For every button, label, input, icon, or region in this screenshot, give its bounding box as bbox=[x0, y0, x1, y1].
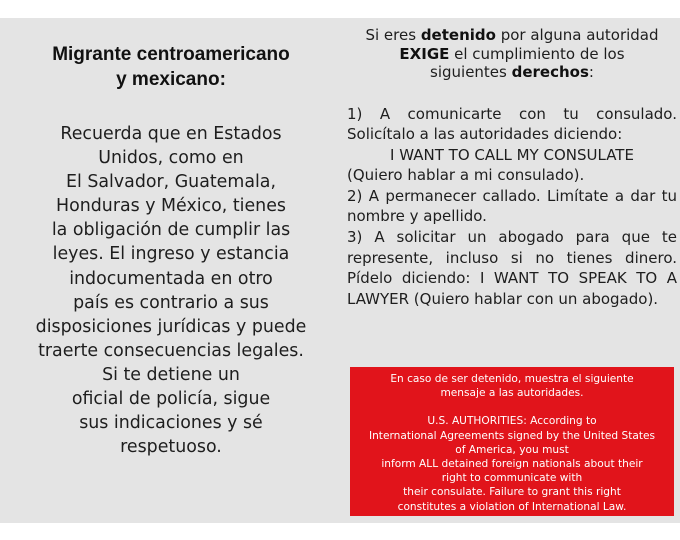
left-body-line: Honduras y México, tienes bbox=[56, 196, 286, 217]
intro-text: siguientes bbox=[430, 63, 512, 81]
notice-line: mensaje a las autoridades. bbox=[440, 387, 584, 400]
left-body-line: oficial de policía, sigue bbox=[71, 389, 271, 410]
intro-emphasis: detenido bbox=[420, 26, 496, 44]
left-body-line: Si te detiene un bbox=[102, 364, 240, 385]
notice-line: International Agreements signed by the United States bbox=[368, 429, 656, 442]
left-title-line: Migrante centroamericano bbox=[52, 44, 290, 65]
left-body-line: Recuerda que en Estados bbox=[60, 124, 282, 144]
left-body-line: Unidos, como en bbox=[98, 148, 244, 169]
left-body bbox=[2, 122, 340, 459]
rights-list bbox=[347, 104, 677, 310]
intro-text: por alguna autoridad bbox=[495, 26, 659, 44]
left-column bbox=[2, 42, 340, 459]
left-body-line: disposiciones jurídicas y puede bbox=[35, 316, 307, 337]
right-column bbox=[347, 26, 677, 309]
left-title bbox=[2, 42, 340, 92]
right-item: 3) A solicitar un abogado para que te represente, incluso si no tienes dinero. Pídelo diciendo: I WANT TO SPEAK TO A LAWYER (Quiero hablar con un abogado). bbox=[347, 228, 677, 308]
intro-emphasis: EXIGE bbox=[399, 44, 450, 63]
notice-line: of America, you must bbox=[455, 443, 569, 456]
right-item-note: (Quiero hablar a mi consulado). bbox=[347, 166, 585, 185]
authorities-notice bbox=[350, 367, 674, 516]
rights-intro bbox=[347, 26, 677, 82]
info-card bbox=[0, 18, 680, 523]
right-item: 1) A comunicarte con tu consulado. Solicítalo a las autoridades diciendo: bbox=[347, 104, 677, 144]
notice-line: their consulate. Failure to grant this right bbox=[403, 486, 621, 499]
left-body-line: país es contrario a sus bbox=[73, 292, 269, 313]
intro-emphasis: derechos bbox=[511, 63, 589, 81]
notice-line: U.S. AUTHORITIES: According to bbox=[427, 415, 597, 428]
notice-line: constitutes a violation of International Law. bbox=[397, 500, 627, 513]
left-body-line: sus indicaciones y sé bbox=[79, 413, 263, 434]
left-body-line: respetuoso. bbox=[120, 437, 222, 458]
notice-line: right to communicate with bbox=[441, 472, 583, 485]
left-body-line: traerte consecuencias legales. bbox=[38, 340, 304, 361]
consulate-phrase: I WANT TO CALL MY CONSULATE bbox=[390, 145, 634, 164]
left-body-line: El Salvador, Guatemala, bbox=[66, 172, 276, 193]
notice-spacer bbox=[354, 400, 670, 414]
left-body-line: leyes. El ingreso y estancia bbox=[52, 244, 290, 265]
left-title-line: y mexicano: bbox=[116, 69, 226, 90]
notice-line: inform ALL detained foreign nationals about their bbox=[381, 458, 643, 471]
notice-line: En caso de ser detenido, muestra el siguiente bbox=[390, 373, 634, 385]
intro-text: : bbox=[588, 63, 594, 81]
intro-text: Si eres bbox=[365, 26, 421, 44]
left-body-line: la obligación de cumplir las bbox=[51, 220, 291, 241]
intro-text: el cumplimiento de los bbox=[449, 44, 625, 63]
right-item: 2) A permanecer callado. Limítate a dar tu nombre y apellido. bbox=[347, 186, 677, 226]
left-body-line: indocumentada en otro bbox=[69, 268, 273, 289]
